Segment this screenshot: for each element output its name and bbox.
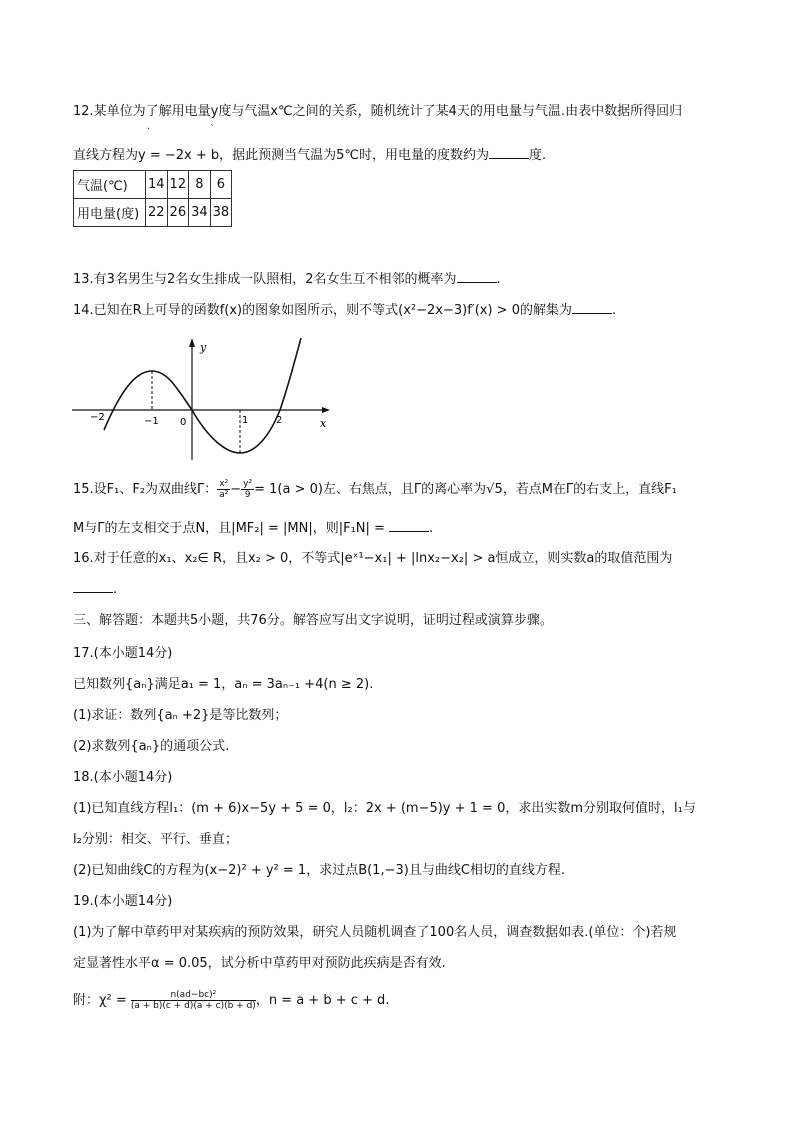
q14-text: 14.已知在R上可导的函数f(x)的图象如图所示，则不等式(x²−2x−3)f′(x) > 0的解集为 <box>73 303 572 318</box>
table-cell: 38 <box>210 199 232 227</box>
q15-line1 <box>73 479 677 500</box>
temperature-power-table <box>73 170 232 227</box>
table-cell: 34 <box>189 199 211 227</box>
frac-denominator: (a + b)(c + d)(a + c)(b + d) <box>130 1001 256 1011</box>
answer-blank <box>572 301 612 314</box>
q12-end: 度. <box>529 148 547 163</box>
q18-title: 18.(本小题14分) <box>73 770 173 785</box>
q13-text: 13.有3名男生与2名女生排成一队照相，2名女生互不相邻的概率为 <box>73 272 457 287</box>
function-curve <box>104 338 301 453</box>
q18-part1b: l₂分别：相交、平行、垂直； <box>73 832 238 847</box>
q16-end: . <box>113 582 118 597</box>
answer-blank <box>389 519 429 532</box>
function-graph <box>66 335 346 465</box>
q19-title: 19.(本小题14分) <box>73 894 173 909</box>
y-arrow-icon <box>189 338 195 347</box>
q17-given: 已知数列{aₙ}满足a₁ = 1，aₙ = 3aₙ₋₁ +4(n ≥ 2). <box>73 677 374 692</box>
q17-part1: (1)求证：数列{aₙ +2}是等比数列； <box>73 708 288 723</box>
tick-label: −2 <box>90 412 105 423</box>
frac-numerator: n(ad−bc)² <box>131 990 256 1001</box>
minus-sign: − <box>230 482 242 497</box>
q17-title: 17.(本小题14分) <box>73 646 173 661</box>
q16-line1: 16.对于任意的x₁、x₂∈ R，且x₂ > 0，不等式|eˣ¹−x₁| + |lnx₂−x₂| > a恒成立，则实数a的取值范围为 <box>73 551 673 566</box>
appendix-suffix: ，n = a + b + c + d. <box>255 993 390 1008</box>
frac-numerator: x² <box>219 479 229 489</box>
table-cell: 14 <box>146 171 168 199</box>
tick-label: −1 <box>144 416 159 427</box>
table-cell: 12 <box>167 171 189 199</box>
q16-line2 <box>73 580 117 599</box>
fraction <box>217 479 230 500</box>
table-row <box>74 199 232 227</box>
dot-mark: ` <box>210 124 215 135</box>
tick-label: 0 <box>180 417 187 428</box>
q19-appendix <box>73 990 389 1011</box>
answer-blank <box>73 580 113 593</box>
chi-square-fraction <box>131 990 256 1011</box>
table-cell: 22 <box>146 199 168 227</box>
row-label: 气温(℃) <box>74 171 146 199</box>
q15-part1: 15.设F₁、F₂为双曲线Γ： <box>73 482 218 497</box>
q13 <box>73 270 501 289</box>
q12-line1: 12.某单位为了解用电量y度与气温x℃之间的关系，随机统计了某4天的用电量与气温.由表中数据所得回归 <box>73 104 683 119</box>
q17-part2: (2)求数列{aₙ}的通项公式. <box>73 739 230 754</box>
dot-mark: · <box>147 124 151 135</box>
answer-blank <box>457 270 497 283</box>
tick-label: 1 <box>242 415 249 426</box>
table-cell: 26 <box>167 199 189 227</box>
tick-label: 2 <box>276 415 283 426</box>
q12-line2 <box>73 146 546 165</box>
q19-part1b: 定显著性水平α = 0.05，试分析中草药甲对预防此疾病是否有效. <box>73 956 446 971</box>
x-arrow-icon <box>322 407 330 413</box>
appendix-prefix: 附：χ² = <box>73 993 127 1008</box>
q13-end: . <box>496 272 501 287</box>
y-axis-label: y <box>200 341 207 354</box>
fraction <box>241 479 254 500</box>
frac-denominator: a² <box>219 490 229 500</box>
table-cell: 8 <box>189 171 211 199</box>
answer-blank <box>489 146 529 159</box>
frac-numerator: y² <box>243 479 253 489</box>
q12-text: 直线方程为y = −2x + b，据此预测当气温为5℃时，用电量的度数约为 <box>73 148 489 163</box>
q19-part1a: (1)为了解中草药甲对某疾病的预防效果，研究人员随机调查了100名人员，调查数据如表.(单位：个)若规 <box>73 925 677 940</box>
q18-part1a: (1)已知直线方程l₁：(m + 6)x−5y + 5 = 0，l₂：2x + (m−5)y + 1 = 0，求出实数m分别取何值时，l₁与 <box>73 801 696 816</box>
row-label: 用电量(度) <box>74 199 146 227</box>
section-heading: 三、解答题：本题共5小题，共76分。解答应写出文字说明，证明过程或演算步骤。 <box>73 613 553 628</box>
q18-part2: (2)已知曲线C的方程为(x−2)² + y² = 1，求过点B(1,−3)且与曲线C相切的直线方程. <box>73 863 566 878</box>
q14 <box>73 301 616 320</box>
x-axis-label: x <box>320 417 327 430</box>
table-row <box>74 171 232 199</box>
q15-part2: = 1(a > 0)左、右焦点，且Γ的离心率为√5，若点M在Γ的右支上，直线F₁ <box>254 482 677 497</box>
q14-end: . <box>611 303 617 318</box>
table-cell: 6 <box>210 171 232 199</box>
q15-end: . <box>429 521 434 536</box>
frac-denominator: 9 <box>244 490 251 500</box>
q15-line2 <box>73 519 433 538</box>
q15-text: M与Γ的左支相交于点N，且|MF₂| = |MN|，则|F₁N| = <box>73 521 390 536</box>
